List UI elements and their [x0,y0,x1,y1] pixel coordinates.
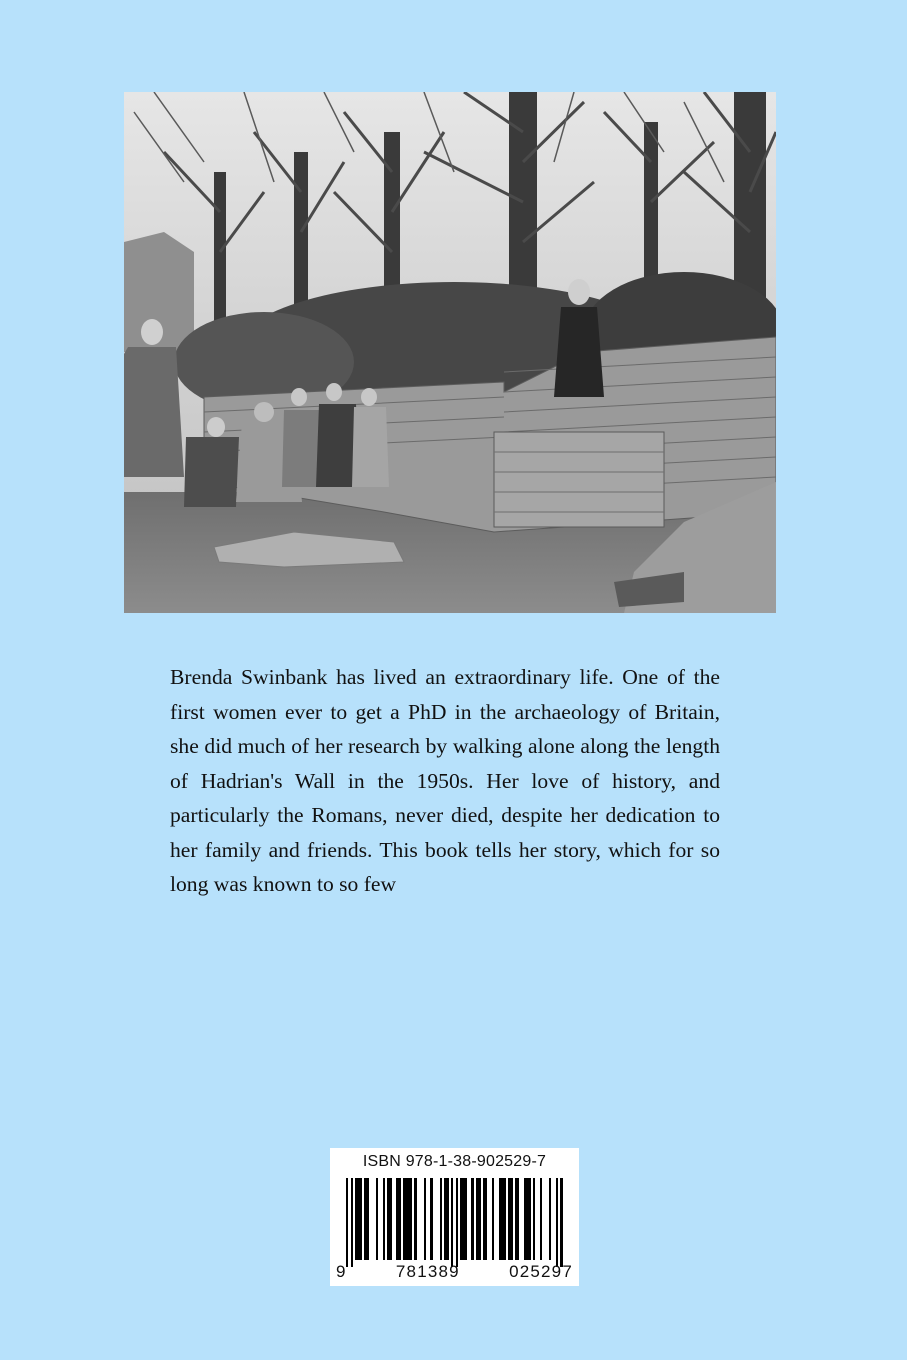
barcode-digit-group: 781389 [395,1262,460,1281]
barcode-digit-group: 025297 [509,1262,573,1281]
cover-photo [124,92,776,613]
book-blurb: Brenda Swinbank has lived an extraordinary life. One of the first women ever to get a PhD in the archaeology of Britain, she did much of her research by walking alone along the length of Hadrian's Wall in the 1950s. Her love of history, and particularly the Romans, never died, despite her dedication to her family and friends. This book tells her story, which for so long was known to so few [170,665,720,896]
isbn-label: ISBN 978-1-38-902529-7 [362,1153,547,1170]
barcode-digits [330,1262,579,1282]
barcode-module [560,1178,562,1267]
barcode-digit-group: 9 [336,1262,347,1281]
barcode-bars [346,1178,563,1260]
archaeology-group-photo-icon [124,92,776,613]
isbn-barcode [330,1148,579,1286]
